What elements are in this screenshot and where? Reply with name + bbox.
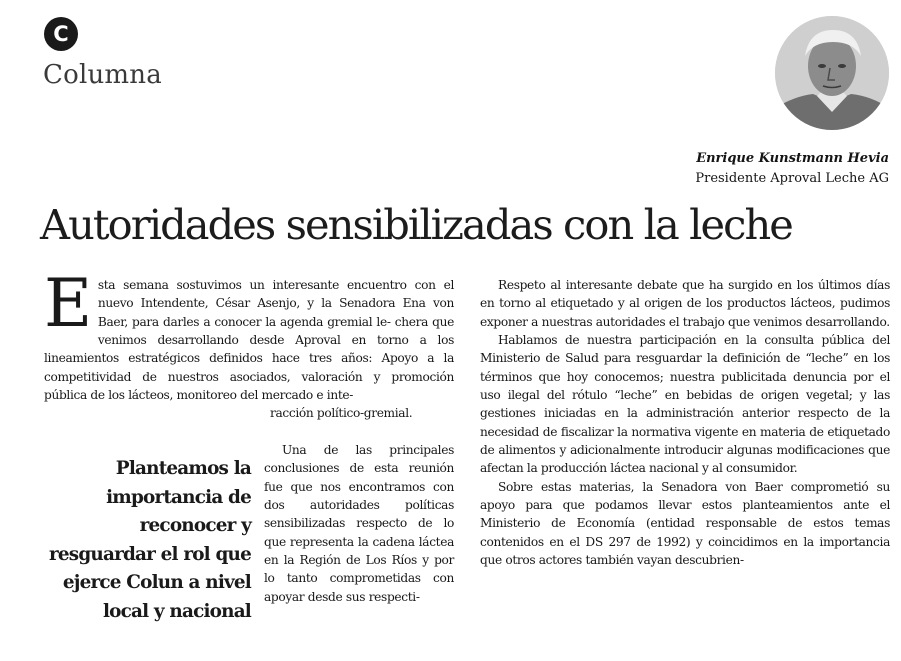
middle-paragraph: Una de las principales conclusiones de esta reunión fue que nos encontramos con dos autoridades políticas sensibilizadas respecto de lo que representa la cadena láctea en la Región de Los Ríos y por lo tanto comprometidas con apoyar desde sus respecti-	[264, 443, 454, 604]
article-column-right	[480, 276, 890, 570]
intro-line-1: sta semana sostuvimos un interesante encuentro con	[97, 278, 436, 292]
intro-line-3: von Baer, para darles a conocer la agenda gremial le-	[97, 296, 454, 329]
intro-line-2: el nuevo Intendente, César Asenjo, y la Senadora Ena	[97, 278, 454, 311]
pull-quote: Planteamos la importancia de reconocer y resguardar el rol que ejerce Colun a nivel local y nacional	[48, 458, 251, 622]
intro-paragraph	[44, 265, 454, 404]
author-portrait-photo	[775, 16, 889, 130]
author-portrait-icon	[775, 16, 889, 130]
article-column-middle	[264, 441, 454, 606]
author-name: Enrique Kunstmann Hevia	[696, 151, 889, 166]
article-column-left	[44, 265, 454, 423]
right-paragraph-2: Hablamos de nuestra participación en la consulta pública del Ministerio de Salud para resguardar la definición de “leche” en los términos que hoy conocemos; nuestra publicitada denuncia por el uso ilegal del rótulo “leche” en bebidas de origen vegetal; y las gestiones iniciadas en la administración anterior respecto de la necesidad de fiscalizar la normativa vigente en materia de etiquetado de alimentos y adicionalmente introducir algunas modificaciones que afectan la producción láctea nacional y al consumidor.	[480, 333, 890, 476]
author-byline	[695, 149, 889, 189]
author-role: Presidente Aproval Leche AG	[695, 171, 889, 186]
drop-cap: E	[44, 265, 92, 342]
right-paragraph-1: Respeto al interesante debate que ha surgido en los últimos días en torno al etiquetado y al origen de los productos lácteos, pudimos exponer a nuestras autoridades el trabajo que venimos desarrollando.	[480, 278, 890, 329]
right-paragraph-3: Sobre estas materias, la Senadora von Baer comprometió su apoyo para que podamos llevar estos planteamientos ante el Ministerio de Economía (entidad responsable de estos temas contenidos en el DS 297 de 1992) y coincidimos en la importancia que otros actores también vayan descubrien-	[480, 479, 890, 568]
intro-rest: chera que venimos desarrollando desde Aproval en torno a los lineamientos estratégicos definidos hace tres años: Apoyo a la competitividad de nuestros asociados, valoración y promoción pública de los lácteos, monitoreo del mercado e inte-	[44, 314, 454, 403]
article-headline: Autoridades sensibilizadas con la leche	[40, 200, 792, 249]
column-logo-badge	[44, 17, 78, 51]
logo-letter: C	[53, 21, 69, 46]
section-label: Columna	[43, 60, 162, 90]
intro-tail: racción político-gremial.	[270, 406, 413, 421]
